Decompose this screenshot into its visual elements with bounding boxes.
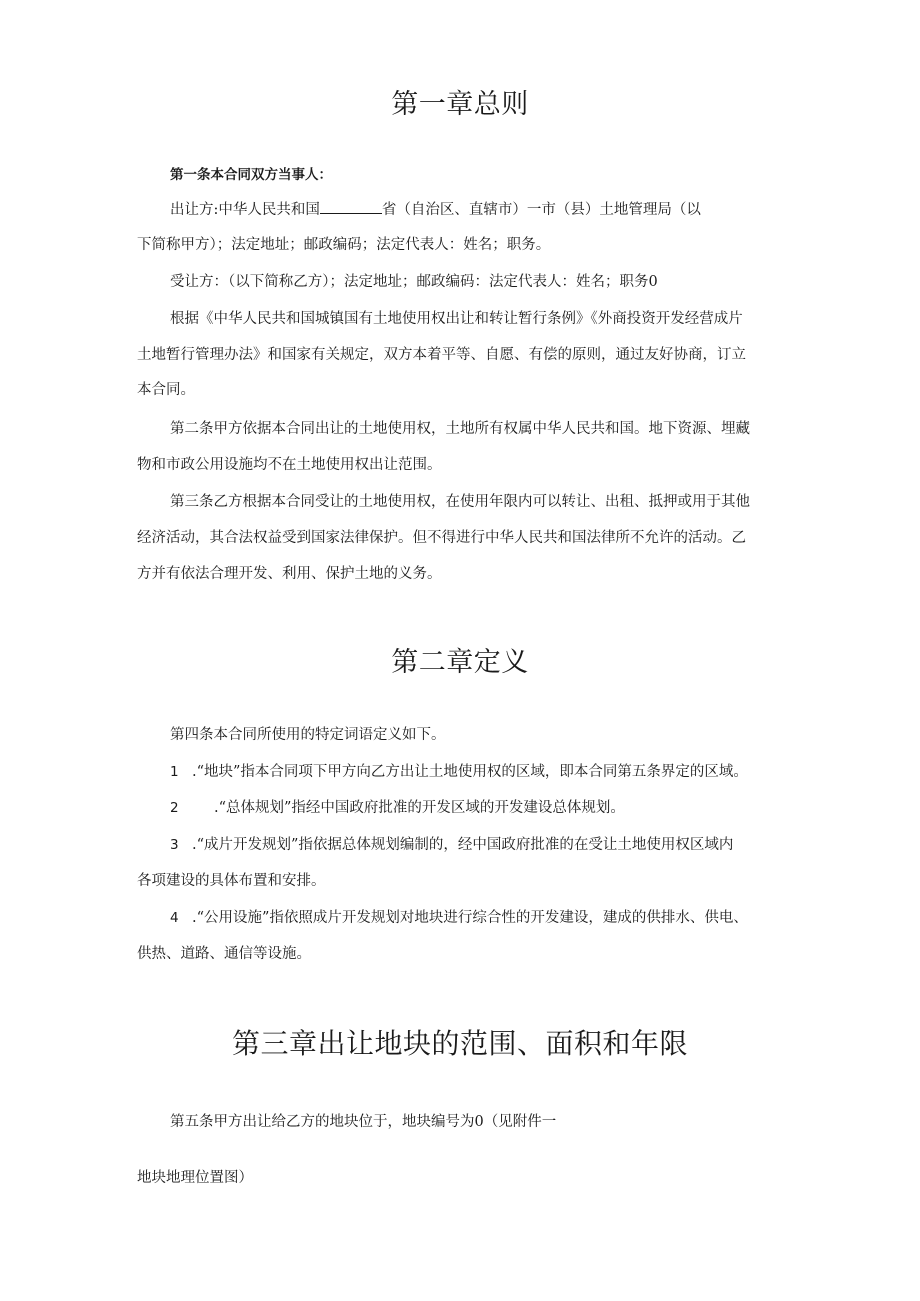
chapter-3-title: 第三章出让地块的范围、面积和年限: [231, 1027, 688, 1060]
definition-item-2: [170, 798, 625, 818]
article-5-line-1: 第五条甲方出让给乙方的地块位于，地块编号为0（见附件一: [170, 1114, 557, 1130]
article-3-line-2: 经济活动，其合法权益受到国家法律保护。但不得进行中华人民共和国法律所不允许的活动。乙: [137, 530, 746, 546]
article-5-line-2: 地块地理位置图）: [137, 1170, 253, 1186]
seller-province-text: 省（自治区、直辖市）一市（县）土地管理局（以: [381, 202, 701, 218]
article-2-line-1: 第二条甲方依据本合同出让的土地使用权，土地所有权属中华人民共和国。地下资源、埋藏: [170, 421, 750, 437]
article-3-line-1: 第三条乙方根据本合同受让的土地使用权，在使用年限内可以转让、出租、抵押或用于其他: [170, 494, 750, 510]
seller-line-2: 下简称甲方）；法定地址；邮政编码；法定代表人：姓名；职务。: [137, 237, 551, 253]
article-4-line: 第四条本合同所使用的特定词语定义如下。: [170, 727, 446, 743]
definition-item-3: [170, 835, 733, 855]
item-3-text: .“成片开发规划”指依据总体规划编制的，经中国政府批准的在受让土地使用权区域内: [192, 837, 734, 853]
province-blank: [320, 201, 382, 214]
item-1-number: 1: [170, 764, 179, 780]
definition-item-3-line-2: 各项建设的具体布置和安排。: [137, 873, 326, 889]
seller-label: 出让方:中华人民共和国: [170, 202, 320, 218]
buyer-line: 受让方：（以下简称乙方）；法定地址；邮政编码：法定代表人：姓名；职务0: [170, 274, 658, 290]
item-3-number: 3: [170, 837, 179, 853]
basis-line-1: 根据《中华人民共和国城镇国有土地使用权出让和转让暂行条例》《外商投资开发经营成片: [170, 311, 743, 327]
definition-item-4: [170, 908, 748, 928]
basis-line-3: 本合同。: [137, 382, 195, 398]
chapter-1-title: 第一章总则: [391, 89, 529, 120]
definition-item-4-line-2: 供热、道路、通信等设施。: [137, 946, 311, 962]
item-2-text: .“总体规划”指经中国政府批准的开发区域的开发建设总体规划。: [214, 800, 625, 816]
item-4-number: 4: [170, 910, 179, 926]
item-1-text: .“地块”指本合同项下甲方向乙方出让土地使用权的区域，即本合同第五条界定的区域。: [192, 764, 748, 780]
chapter-2-title: 第二章定义: [391, 647, 529, 678]
article-3-line-3: 方并有依法合理开发、利用、保护土地的义务。: [137, 566, 442, 582]
seller-line-1: [170, 200, 701, 220]
article-2-line-2: 物和市政公用设施均不在土地使用权出让范围。: [137, 457, 442, 473]
item-4-text: .“公用设施”指依照成片开发规划对地块进行综合性的开发建设，建成的供排水、供电、: [192, 910, 748, 926]
item-2-number: 2: [170, 800, 179, 816]
basis-line-2: 土地暂行管理办法》和国家有关规定，双方本着平等、自愿、有偿的原则，通过友好协商，订立: [137, 347, 746, 363]
definition-item-1: [170, 762, 748, 782]
article-1-heading: 第一条本合同双方当事人：: [170, 167, 332, 183]
